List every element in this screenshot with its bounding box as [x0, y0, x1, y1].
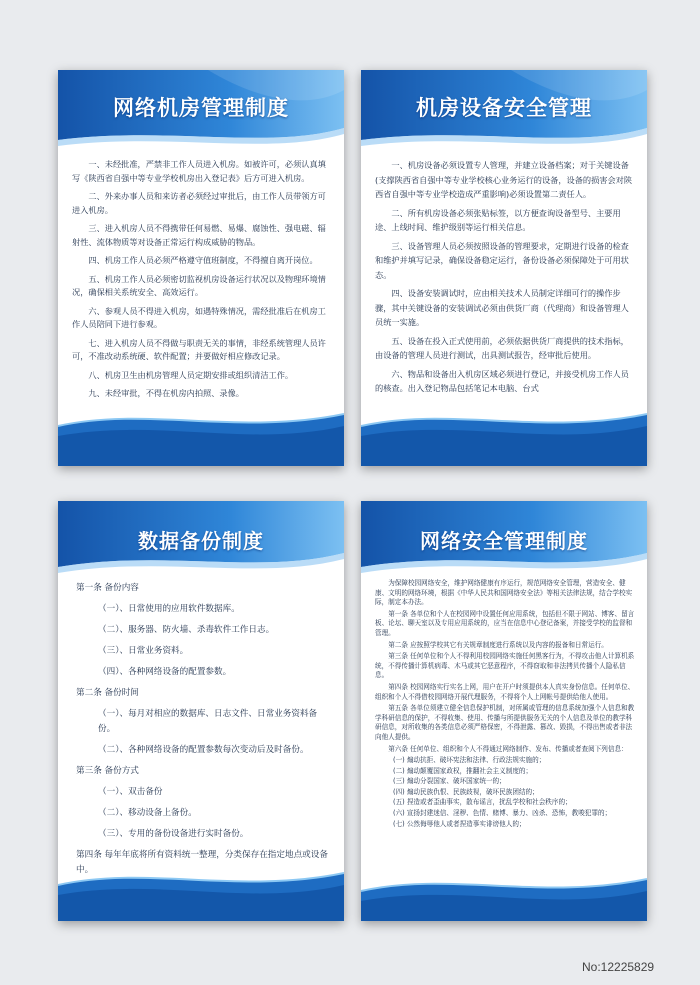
backup-item: 第三条 备份方式	[76, 766, 139, 776]
backup-item: （一）、日常使用的应用软件数据库。	[98, 604, 240, 614]
backup-item: 第四条 每年年底将所有资料统一整理，分类保存在指定地点或设备中。	[76, 850, 328, 875]
rule-paragraph: 第五条 各单位须建立健全信息保护机制，对所属或管理的信息系统加强个人信息和教学科研信息的保护，不得收集、使用、传播与所提供服务无关的个人信息及单位的教学科研信息，对所收集的各类信息必须严格保密，不得泄露、篡改、毁损，不得出售或者非法向他人提供。	[375, 704, 635, 741]
poster-footer-wave	[58, 396, 344, 466]
poster-network-security	[361, 501, 647, 921]
poster-footer-wave	[58, 851, 344, 921]
backup-item: （四）、各种网络设备的配置参数。	[98, 667, 232, 677]
rule-paragraph: 二、所有机房设备必须张贴标签，以方便查询设备型号、主要用途、上线时间、维护级别等运行相关信息。	[375, 207, 621, 232]
poster-title: 网络机房管理制度	[113, 96, 289, 120]
rule-paragraph: 七、进入机房人员不得做与职责无关的事情，非经系统管理人员许可，不准改动系统硬、软件配置；并要做好相应修改记录。	[72, 337, 326, 361]
rule-paragraph: 二、外来办事人员和来访者必须经过审批后，由工作人员带领方可进入机房。	[72, 191, 326, 215]
poster-body	[375, 158, 633, 400]
rule-paragraph: 为保障校园网络安全，维护网络健康有序运行，规范网络安全管理，营造安全、健康、文明的网络环境，根据《中华人民共和国网络安全法》等相关法律法规，结合学校实际，制定本办法。	[375, 579, 633, 607]
rule-paragraph: 九、未经审批，不得在机房内拍照、录像。	[88, 388, 244, 398]
prohibited-item: (二) 煽动颠覆国家政权，推翻社会主义制度的；	[393, 766, 533, 775]
rule-paragraph: 第二条 应按照学校其它有关规章制度进行系统以及内容的报备和日常运行。	[388, 640, 608, 649]
rule-paragraph: 三、设备管理人员必须按照设备的管理要求，定期进行设备的检查和维护并填写记录，确保设备稳定运行，备份设备必须保障处于可用状态。	[375, 240, 629, 280]
poster-data-backup	[58, 501, 344, 921]
prohibited-item: (三) 煽动分裂国家、破坏国家统一的；	[393, 777, 506, 786]
poster-title: 机房设备安全管理	[416, 96, 592, 120]
backup-item: （二）、各种网络设备的配置参数每次变动后及时备份。	[98, 745, 309, 755]
poster-equipment-safety	[361, 70, 647, 466]
prohibited-item: (七) 公然侮辱他人或者捏造事实诽谤他人的；	[393, 819, 526, 828]
backup-item: （三）、日常业务资料。	[98, 646, 189, 656]
rule-paragraph: 四、设备安装调试时，应由相关技术人员制定详细可行的操作步骤，其中关键设备的安装调试必须由供货厂商（代理商）和设备管理人员统一实施。	[375, 288, 629, 327]
rule-paragraph: 第一条 各单位和个人在校园网中设置任何应用系统，包括但不限于网站、博客、留言板、论坛、聊天室以及专用应用系统的，应当在信息中心登记备案，并接受学校的监督和管理。	[375, 609, 635, 637]
backup-item: 第一条 备份内容	[76, 583, 139, 593]
rule-paragraph: 三、进入机房人员不得携带任何易燃、易爆、腐蚀性、强电磁、辐射性、流体物质等对设备正常运行构成威胁的物品。	[72, 223, 326, 247]
prohibited-item: (四) 煽动民族仇恨、民族歧视，破坏民族团结的；	[393, 787, 539, 796]
backup-item: （三）、专用的备份设备进行实时备份。	[98, 829, 249, 839]
rule-paragraph: 一、机房设备必须设置专人管理，并建立设备档案；对于关键设备(支撑陕西省自强中等专业学校核心业务运行的设备，设备的损害会对陕西省自强中等专业学校造成严重影响)必须设置第二责任人。	[375, 160, 633, 199]
rule-paragraph: 五、机房工作人员必须密切监视机房设备运行状况以及物理环境情况，确保相关系统安全、高效运行。	[72, 273, 326, 297]
poster-title: 网络安全管理制度	[420, 529, 588, 553]
prohibited-item: (六) 宣扬封建迷信、淫秽、色情、赌博、暴力、凶杀、恐怖，教唆犯罪的；	[393, 809, 612, 818]
poster-body	[375, 579, 635, 830]
poster-header	[58, 501, 344, 581]
rule-paragraph: 六、物品和设备出入机房区域必须进行登记，并接受机房工作人员的核查。出入登记物品包括笔记本电脑、台式	[375, 368, 629, 393]
poster-header	[361, 70, 647, 150]
poster-footer-wave	[361, 851, 647, 921]
rule-paragraph: 四、机房工作人员必须严格遵守值班制度，不得擅自离开岗位。	[88, 255, 318, 265]
poster-title: 数据备份制度	[138, 529, 264, 553]
rule-paragraph: 第六条 任何单位、组织和个人不得通过网络制作、发布、传播或者查阅下列信息：	[388, 744, 628, 753]
poster-body	[72, 158, 330, 406]
prohibited-item: (五) 捏造或者歪曲事实，散布谣言，扰乱学校和社会秩序的；	[393, 798, 572, 807]
poster-body	[76, 581, 328, 884]
backup-item: 第二条 备份时间	[76, 688, 139, 698]
backup-item: （一）、每月对相应的数据库、日志文件、日常业务资料备份。	[98, 709, 318, 734]
image-id-watermark: No:12225829	[582, 960, 655, 974]
poster-header	[361, 501, 647, 581]
backup-item: （一）、双击备份	[98, 787, 163, 797]
rule-paragraph: 五、设备在投入正式使用前，必须依据供货厂商提供的技术指标，由设备的管理人员进行测试，出具测试报告，经审批后使用。	[375, 335, 629, 360]
backup-item: （二）、服务器、防火墙、杀毒软件工作日志。	[98, 625, 275, 635]
rule-paragraph: 第三条 任何单位和个人不得利用校园网络实施任何黑客行为，不得攻击他人计算机系统，不得传播计算机病毒、木马或其它恶意程序，不得窃取和非法拷贝传播个人隐私信息。	[375, 652, 635, 680]
rule-paragraph: 八、机房卫生由机房管理人员定期安排或组织清洁工作。	[88, 369, 294, 380]
poster-footer-wave	[361, 396, 647, 466]
poster-header	[58, 70, 344, 150]
rule-paragraph: 六、参观人员不得进入机房，如遇特殊情况，需经批准后在机房工作人员陪同下进行参观。	[72, 305, 326, 329]
rule-paragraph: 一、未经批准，严禁非工作人员进入机房。如被许可，必须认真填写《陕西省自强中等专业学校机房出入登记表》后方可进入机房。	[72, 159, 326, 183]
prohibited-item: (一) 煽动抗拒、破坏宪法和法律、行政法规实施的；	[393, 756, 546, 765]
poster-network-room-rules	[58, 70, 344, 466]
backup-item: （二）、移动设备上备份。	[98, 808, 197, 818]
rule-paragraph: 第四条 校园网络实行实名上网，用户在开户时须提供本人真实身份信息。任何单位、组织和个人不得借校园网络开展代理服务，不得将个人上网帐号提供给他人使用。	[375, 682, 635, 701]
